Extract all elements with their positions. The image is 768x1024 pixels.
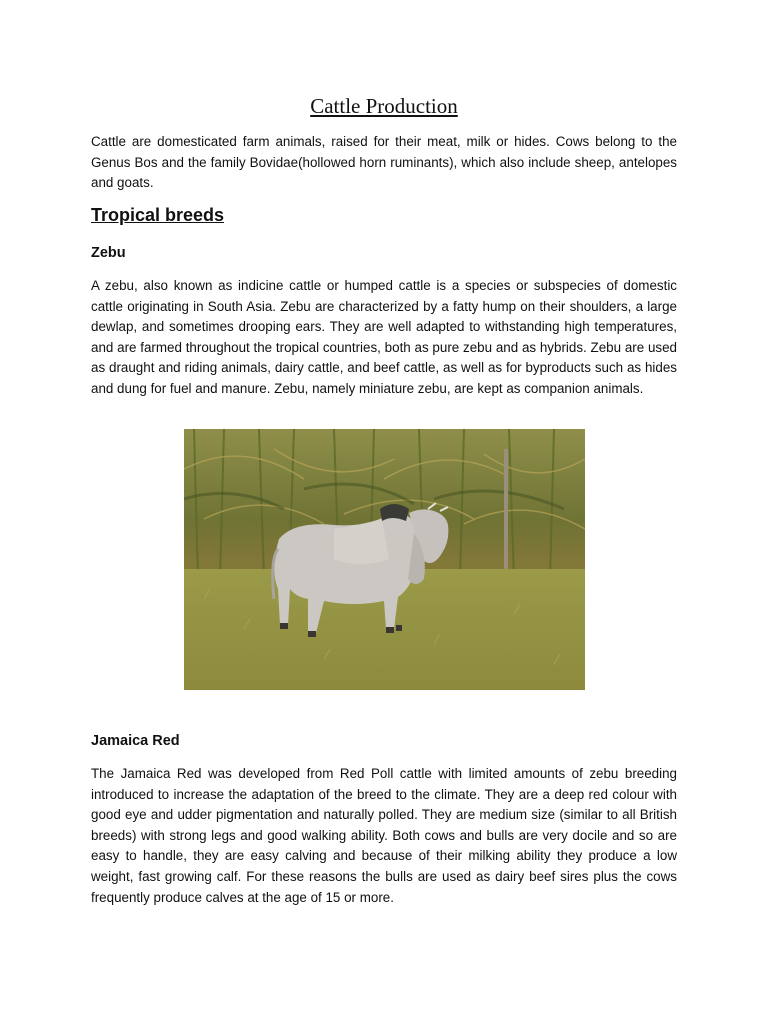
intro-paragraph: Cattle are domesticated farm animals, raised for their meat, milk or hides. Cows belong to the Genus Bos and the family Bovidae(hollowed horn ruminants), which also include sheep, antelopes and goats.: [91, 134, 677, 191]
jamaica-red-paragraph: The Jamaica Red was developed from Red Poll cattle with limited amounts of zebu breeding introduced to increase the adaptation of the breed to the climate. They are a deep red colour with good eye and udder pigmentation and naturally polled. They are medium size (similar to all British breeds) with strong legs and good walking ability. Both cows and bulls are very docile and so are easy to handle, they are easy calving and because of their milking ability they produce a low weight, fast growing calf. For these reasons the bulls are used as dairy beef sires plus the cows frequently produce calves at the age of 15 or more.: [91, 766, 677, 905]
page-title: Cattle Production: [310, 94, 458, 118]
zebu-photo: [184, 429, 585, 690]
zebu-photo-illustration: [184, 429, 585, 690]
jamaica-red-heading: Jamaica Red: [91, 733, 180, 749]
zebu-paragraph: A zebu, also known as indicine cattle or humped cattle is a species or subspecies of domestic cattle originating in South Asia. Zebu are characterized by a fatty hump on their shoulders, a large dewlap, and sometimes drooping ears. They are well adapted to withstanding high temperatures, and are farmed throughout the tropical countries, both as pure zebu and as hybrids. Zebu are used as draught and riding animals, dairy cattle, and beef cattle, as well as for byproducts such as hides and dung for fuel and manure. Zebu, namely miniature zebu, are kept as companion animals.: [91, 278, 677, 396]
zebu-heading: Zebu: [91, 245, 126, 261]
section-heading: Tropical breeds: [91, 205, 225, 225]
